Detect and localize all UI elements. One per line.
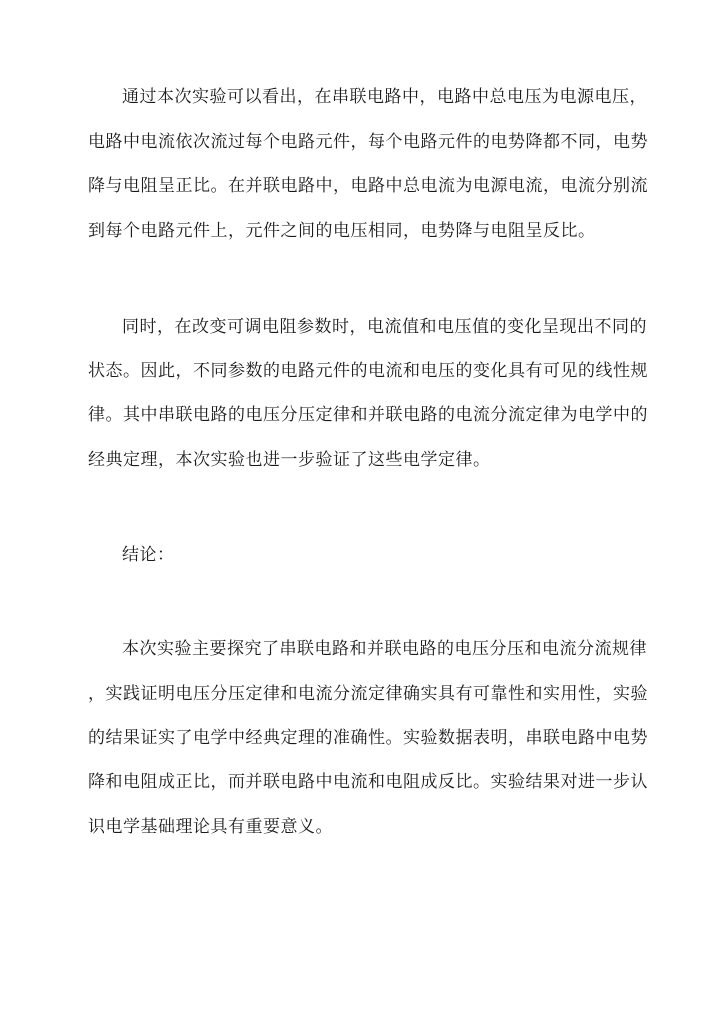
paragraph-2-line-1: 同时，在改变可调电阻参数时，电流值和电压值的变化呈现出不同的 xyxy=(122,317,647,337)
paragraph-4-line-3: 的结果证实了电学中经典定理的准确性。实验数据表明，串联电路中电势 xyxy=(88,728,648,748)
paragraph-1-line-4: 到每个电路元件上，元件之间的电压相同，电势降与电阻呈反比。 xyxy=(88,221,596,241)
paragraph-1-line-3: 降与电阻呈正比。在并联电路中，电路中总电流为电源电流，电流分别流 xyxy=(88,176,648,196)
paragraph-4-line-4: 降和电阻成正比，而并联电路中电流和电阻成反比。实验结果对进一步认 xyxy=(88,772,648,792)
paragraph-2-line-2: 状态。因此，不同参数的电路元件的电流和电压的变化具有可见的线性规 xyxy=(88,361,648,381)
paragraph-2-line-4: 经典定理，本次实验也进一步验证了这些电学定律。 xyxy=(88,450,491,470)
paragraph-4-line-1: 本次实验主要探究了串联电路和并联电路的电压分压和电流分流规律 xyxy=(122,639,647,659)
paragraph-1-line-1: 通过本次实验可以看出，在串联电路中，电路中总电压为电源电压， xyxy=(122,87,647,107)
paragraph-2-line-3: 律。其中串联电路的电压分压定律和并联电路的电流分流定律为电学中的 xyxy=(88,405,648,425)
paragraph-1-line-2: 电路中电流依次流过每个电路元件，每个电路元件的电势降都不同，电势 xyxy=(88,132,648,152)
paragraph-4-line-2: ，实践证明电压分压定律和电流分流定律确实具有可靠性和实用性，实验 xyxy=(88,684,648,704)
conclusion-heading: 结论： xyxy=(122,545,175,565)
paragraph-4-line-5: 识电学基础理论具有重要意义。 xyxy=(88,817,333,837)
